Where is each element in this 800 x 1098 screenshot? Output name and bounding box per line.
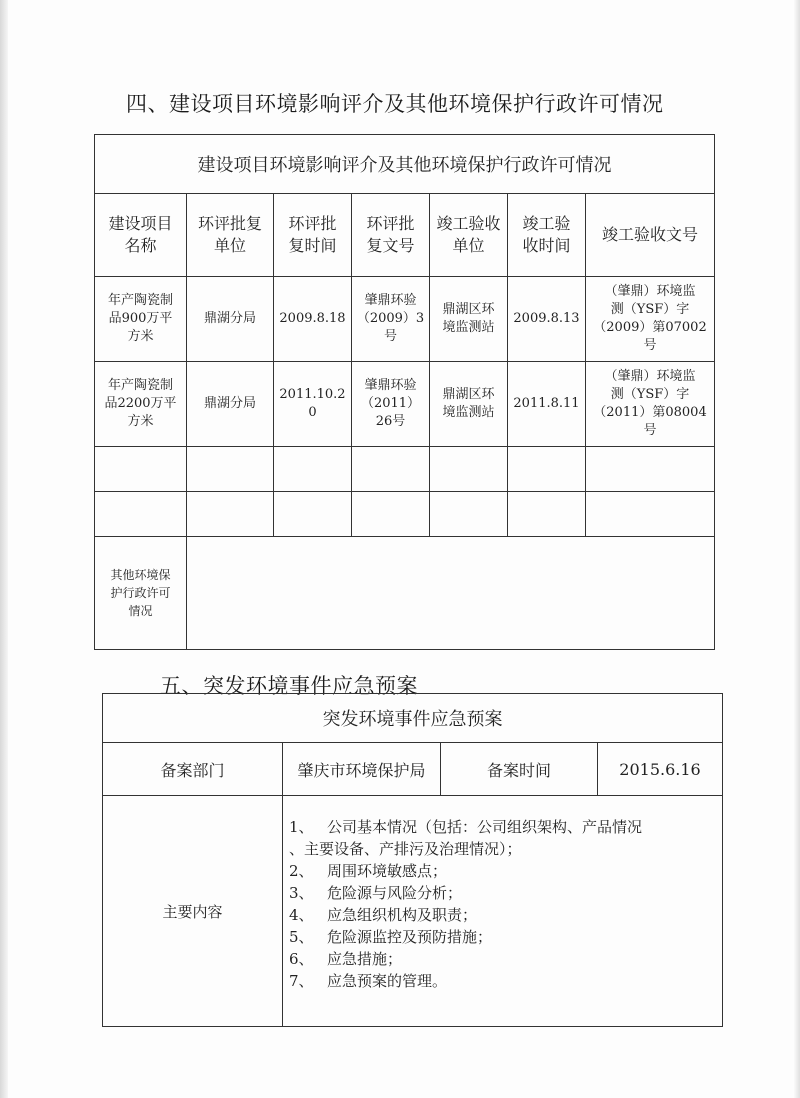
project-name-cell: 年产陶瓷制 品900万平 方米 — [95, 277, 187, 362]
list-item: 1、 公司基本情况（包括：公司组织架构、产品情况 — [289, 818, 643, 836]
other-permits-label: 其他环境保 护行政许可 情况 — [95, 537, 187, 650]
section4-heading: 四、建设项目环境影响评介及其他环境保护行政许可情况 — [126, 92, 664, 116]
list-item: 7、 应急预案的管理。 — [289, 972, 448, 990]
filing-dept-label: 备案部门 — [103, 743, 283, 796]
empty-cell — [586, 492, 715, 537]
eia-table-header-row — [95, 194, 715, 277]
col-header-approval-time: 环评批 复时间 — [274, 194, 352, 277]
page-edge-shadow-right — [794, 0, 800, 1098]
emergency-table-title: 突发环境事件应急预案 — [103, 694, 723, 743]
acceptance-unit-cell: 鼎湖区环 境监测站 — [430, 277, 508, 362]
empty-cell — [95, 492, 187, 537]
col-header-project-name: 建设项目 名称 — [95, 194, 187, 277]
empty-cell — [352, 492, 430, 537]
approval-unit-cell: 鼎湖分局 — [187, 277, 274, 362]
list-item: 2、 周围环境敏感点； — [289, 862, 448, 880]
list-item: 5、 危险源监控及预防措施； — [289, 928, 493, 946]
content-row — [103, 796, 723, 1027]
empty-cell — [95, 447, 187, 492]
empty-cell — [352, 447, 430, 492]
empty-cell — [187, 447, 274, 492]
list-item-continuation: 、主要设备、产排污及治理情况）； — [289, 840, 522, 858]
empty-cell — [187, 492, 274, 537]
empty-cell — [430, 492, 508, 537]
empty-cell — [586, 447, 715, 492]
col-header-acceptance-unit: 竣工验收 单位 — [430, 194, 508, 277]
empty-cell — [508, 447, 586, 492]
project-name-cell: 年产陶瓷制 品2200万平 方米 — [95, 362, 187, 447]
empty-row — [95, 492, 715, 537]
empty-cell — [274, 492, 352, 537]
acceptance-time-cell: 2009.8.13 — [508, 277, 586, 362]
list-item: 4、 应急组织机构及职责； — [289, 906, 478, 924]
table-row — [95, 277, 715, 362]
page-edge-shadow — [0, 0, 8, 1098]
empty-cell — [274, 447, 352, 492]
approval-doc-cell: 肇鼎环验 （2009）3 号 — [352, 277, 430, 362]
list-item: 3、 危险源与风险分析； — [289, 884, 463, 902]
filing-time-value: 2015.6.16 — [598, 743, 723, 796]
empty-cell — [430, 447, 508, 492]
col-header-acceptance-doc: 竣工验收文号 — [586, 194, 715, 277]
content-list — [283, 796, 723, 1027]
approval-time-cell: 2009.8.18 — [274, 277, 352, 362]
col-header-approval-doc: 环评批 复文号 — [352, 194, 430, 277]
other-permits-row — [95, 537, 715, 650]
filing-time-label: 备案时间 — [441, 743, 598, 796]
eia-table-title: 建设项目环境影响评介及其他环境保护行政许可情况 — [95, 135, 715, 194]
acceptance-unit-cell: 鼎湖区环 境监测站 — [430, 362, 508, 447]
acceptance-time-cell: 2011.8.11 — [508, 362, 586, 447]
empty-cell — [508, 492, 586, 537]
approval-doc-cell: 肇鼎环验 （2011） 26号 — [352, 362, 430, 447]
acceptance-doc-cell: （肇鼎）环境监 测（YSF）字 （2011）第08004 号 — [586, 362, 715, 447]
filing-dept-value: 肇庆市环境保护局 — [283, 743, 441, 796]
acceptance-doc-cell: （肇鼎）环境监 测（YSF）字 （2009）第07002 号 — [586, 277, 715, 362]
content-label: 主要内容 — [103, 796, 283, 1027]
col-header-approval-unit: 环评批复 单位 — [187, 194, 274, 277]
empty-row — [95, 447, 715, 492]
table-row — [95, 362, 715, 447]
other-permits-value — [187, 537, 715, 650]
eia-permit-table — [94, 134, 715, 650]
list-item: 6、 应急措施； — [289, 950, 403, 968]
col-header-acceptance-time: 竣工验 收时间 — [508, 194, 586, 277]
approval-time-cell: 2011.10.2 0 — [274, 362, 352, 447]
emergency-plan-table — [102, 693, 723, 1027]
filing-row — [103, 743, 723, 796]
approval-unit-cell: 鼎湖分局 — [187, 362, 274, 447]
section5-heading: 五、突发环境事件应急预案 — [160, 674, 418, 698]
